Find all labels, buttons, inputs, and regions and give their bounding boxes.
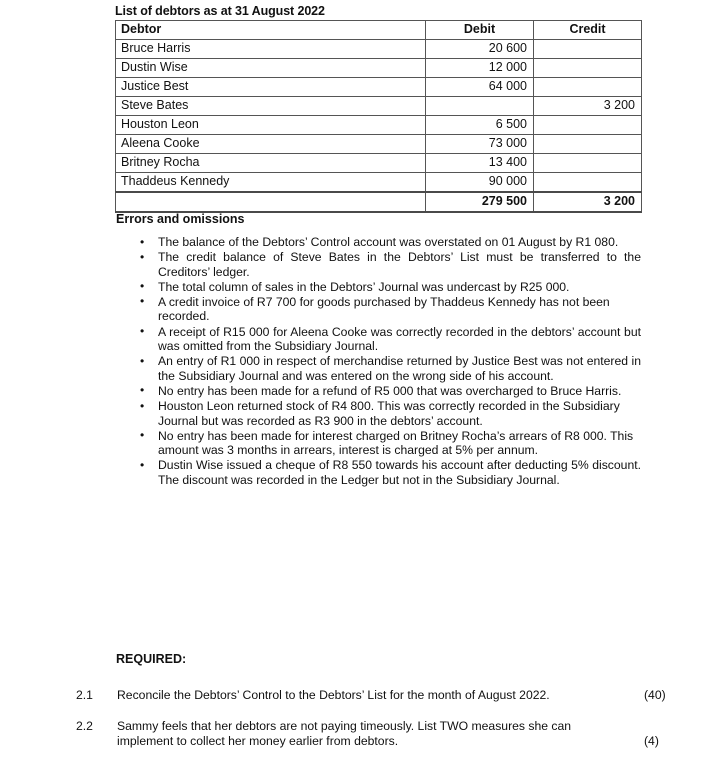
table-title: List of debtors as at 31 August 2022 (115, 4, 325, 18)
cell-totals-credit: 3 200 (534, 192, 642, 212)
cell-debit: 73 000 (426, 135, 534, 154)
cell-debtor: Britney Rocha (116, 154, 426, 173)
list-item: • The credit balance of Steve Bates in the Debtors’ List must be transferred to the Creditors’ ledger. (116, 250, 641, 279)
column-header-debit: Debit (426, 21, 534, 40)
table-header-row (116, 21, 642, 40)
cell-debit: 64 000 (426, 78, 534, 97)
column-header-debtor: Debtor (116, 21, 426, 40)
cell-debtor: Houston Leon (116, 116, 426, 135)
column-header-credit: Credit (534, 21, 642, 40)
cell-credit (534, 78, 642, 97)
debtors-table-block (115, 4, 641, 213)
cell-credit (534, 173, 642, 193)
cell-credit (534, 40, 642, 59)
list-item: • No entry has been made for a refund of R5 000 that was overcharged to Bruce Harris. (116, 384, 641, 399)
cell-debtor: Steve Bates (116, 97, 426, 116)
errors-heading: Errors and omissions (116, 212, 245, 226)
cell-debit: 20 600 (426, 40, 534, 59)
cell-debtor: Bruce Harris (116, 40, 426, 59)
question-row (76, 688, 688, 703)
question-text: Sammy feels that her debtors are not paying timeously. List TWO measures she can implement to collect her money earlier from debtors. (117, 718, 572, 748)
questions-list (76, 688, 688, 764)
cell-credit (534, 135, 642, 154)
cell-credit (534, 154, 642, 173)
list-item: • The total column of sales in the Debtors’ Journal was undercast by R25 000. (116, 280, 641, 295)
cell-debit: 90 000 (426, 173, 534, 193)
question-number: 2.2 (76, 718, 93, 733)
list-item: • No entry has been made for interest charged on Britney Rocha’s arrears of R8 000. This amount was 3 months in arrears, interest is charged at 5% per annum. (116, 429, 641, 458)
cell-debtor: Justice Best (116, 78, 426, 97)
question-text: Reconcile the Debtors’ Control to the Debtors’ List for the month of August 2022. (117, 688, 550, 702)
errors-and-omissions-section (116, 212, 641, 488)
question-marks: (4) (644, 733, 659, 748)
required-heading: REQUIRED: (116, 652, 187, 666)
table-row (116, 116, 642, 135)
cell-credit (534, 116, 642, 135)
list-item: • A credit invoice of R7 700 for goods purchased by Thaddeus Kennedy has not been recorded. (116, 295, 641, 324)
cell-debit: 12 000 (426, 59, 534, 78)
cell-credit (534, 59, 642, 78)
question-number: 2.1 (76, 688, 93, 702)
cell-totals-label (116, 192, 426, 212)
table-row (116, 97, 642, 116)
list-item: • The balance of the Debtors’ Control account was overstated on 01 August by R1 080. (116, 235, 641, 250)
cell-debit: 6 500 (426, 116, 534, 135)
cell-debtor: Dustin Wise (116, 59, 426, 78)
cell-debit: 13 400 (426, 154, 534, 173)
question-marks: (40) (644, 688, 666, 702)
cell-debtor: Thaddeus Kennedy (116, 173, 426, 193)
table-row (116, 78, 642, 97)
list-item: • Dustin Wise issued a cheque of R8 550 towards his account after deducting 5% discount. The discount was recorded in the Ledger but not in the Subsidiary Journal. (116, 458, 641, 487)
list-item: • A receipt of R15 000 for Aleena Cooke was correctly recorded in the debtors’ account but was omitted from the Subsidiary Journal. (116, 325, 641, 354)
table-row (116, 135, 642, 154)
table-totals-row (116, 192, 642, 212)
list-item: • Houston Leon returned stock of R4 800. This was correctly recorded in the Subsidiary Journal but was recorded as R3 900 in the debtors’ account. (116, 399, 641, 428)
table-row (116, 154, 642, 173)
list-item: • An entry of R1 000 in respect of merchandise returned by Justice Best was not entered in the Subsidiary Journal and was entered on the wrong side of his account. (116, 354, 641, 383)
cell-debtor: Aleena Cooke (116, 135, 426, 154)
cell-credit: 3 200 (534, 97, 642, 116)
errors-bullet-list (116, 235, 641, 488)
cell-debit (426, 97, 534, 116)
cell-totals-debit: 279 500 (426, 192, 534, 212)
table-row (116, 59, 642, 78)
table-row (116, 173, 642, 193)
question-row (76, 719, 688, 749)
table-row (116, 40, 642, 59)
debtors-table (115, 20, 642, 213)
